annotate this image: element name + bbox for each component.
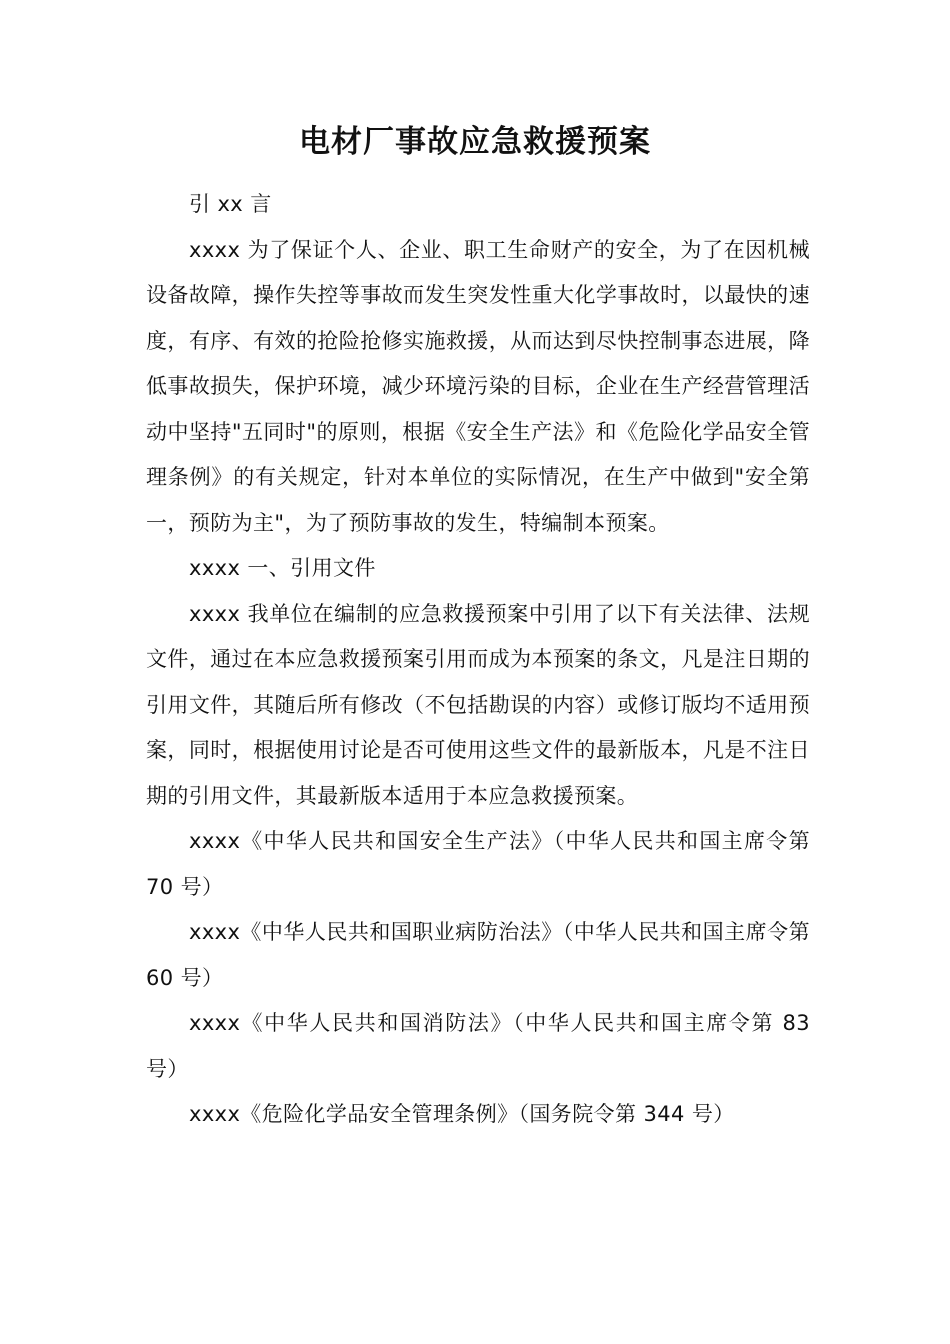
paragraph-purpose: xxxx 为了保证个人、企业、职工生命财产的安全，为了在因机械设备故障，操作失控等事故而发生突发性重大化学事故时，以最快的速度，有序、有效的抢险抢修实施救援，从而达到尽快控制事态进展，降低事故损失，保护环境，减少环境污染的目标，企业在生产经营管理活动中坚持"五同时"的原则，根据《安全生产法》和《危险化学品安全管理条例》的有关规定，针对本单位的实际情况，在生产中做到"安全第一，预防为主"，为了预防事故的发生，特编制本预案。 (146, 237, 810, 535)
paragraph-reference-law-1: xxxx《中华人民共和国安全生产法》（中华人民共和国主席令第 70 号） (146, 829, 810, 899)
paragraph-section-heading: xxxx 一、引用文件 (189, 556, 376, 580)
document-body (146, 182, 810, 1138)
paragraph-intro-heading: 引 xx 言 (189, 192, 272, 216)
paragraph-reference-law-2: xxxx《中华人民共和国职业病防治法》（中华人民共和国主席令第 60 号） (146, 920, 810, 990)
document-title: 电材厂事故应急救援预案 (299, 124, 651, 160)
paragraph-reference-law-4: xxxx《危险化学品安全管理条例》（国务院令第 344 号） (189, 1102, 735, 1126)
paragraph-referenced-documents: xxxx 我单位在编制的应急救援预案中引用了以下有关法律、法规文件，通过在本应急救援预案引用而成为本预案的条文，凡是注日期的引用文件，其随后所有修改（不包括勘误的内容）或修订版均不适用预案，同时，根据使用讨论是否可使用这些文件的最新版本，凡是不注日期的引用文件，其最新版本适用于本应急救援预案。 (146, 601, 810, 808)
paragraph-reference-law-3: xxxx《中华人民共和国消防法》（中华人民共和国主席令第 83 号） (146, 1011, 810, 1081)
